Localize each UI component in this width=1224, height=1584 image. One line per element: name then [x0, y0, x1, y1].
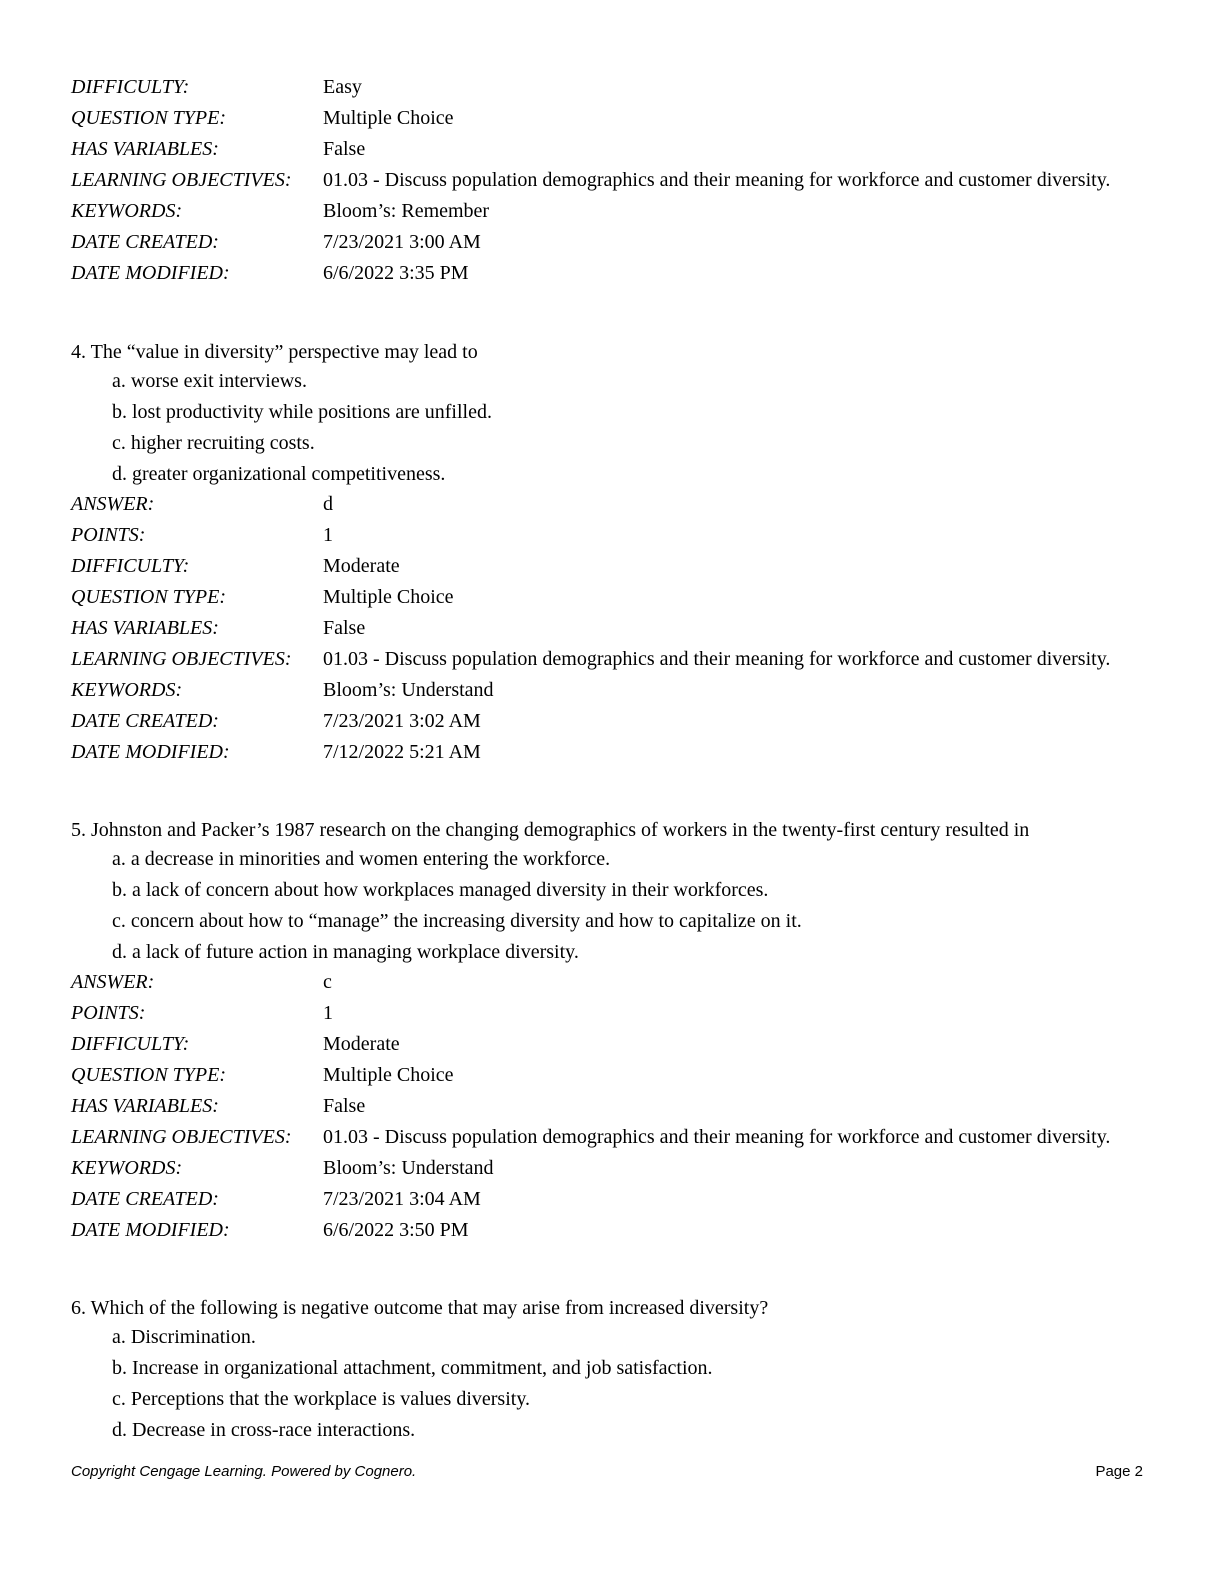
answer-option: a. worse exit interviews.	[112, 370, 307, 392]
date-modified-value: 7/12/2022 5:21 AM	[323, 741, 481, 763]
has-variables-label: HAS VARIABLES:	[71, 1095, 219, 1117]
copyright-text: Copyright Cengage Learning. Powered by Cognero.	[71, 1463, 417, 1480]
q4-date-modified-row	[71, 740, 1131, 764]
learning-objectives-value: 01.03 - Discuss population demographics and their meaning for workforce and customer diversity.	[323, 1126, 1111, 1148]
learning-objectives-label: LEARNING OBJECTIVES:	[71, 1126, 292, 1148]
q5-question-type-row	[71, 1063, 1131, 1087]
keywords-value: Bloom’s: Understand	[323, 679, 494, 701]
points-label: POINTS:	[71, 524, 146, 546]
keywords-value: Bloom’s: Remember	[323, 200, 490, 222]
q3-has-variables-row	[71, 137, 1131, 161]
keywords-label: KEYWORDS:	[71, 1157, 183, 1179]
question-type-value: Multiple Choice	[323, 1064, 454, 1086]
q5-date-created-row	[71, 1187, 1131, 1211]
q4-learning-objectives-row	[71, 647, 1131, 671]
q3-date-created-row	[71, 230, 1131, 254]
answer-option: c. Perceptions that the workplace is values diversity.	[112, 1388, 531, 1410]
question-type-value: Multiple Choice	[323, 586, 454, 608]
difficulty-value: Moderate	[323, 555, 400, 577]
date-created-label: DATE CREATED:	[71, 231, 219, 253]
page-footer	[71, 1460, 1143, 1484]
answer-value: d	[323, 493, 333, 515]
date-created-label: DATE CREATED:	[71, 1188, 219, 1210]
question-type-label: QUESTION TYPE:	[71, 1064, 227, 1086]
difficulty-label: DIFFICULTY:	[71, 555, 190, 577]
date-created-label: DATE CREATED:	[71, 710, 219, 732]
difficulty-label: DIFFICULTY:	[71, 76, 190, 98]
has-variables-value: False	[323, 138, 366, 160]
learning-objectives-value: 01.03 - Discuss population demographics and their meaning for workforce and customer diversity.	[323, 648, 1111, 670]
q5-has-variables-row	[71, 1094, 1131, 1118]
answer-value: c	[323, 971, 332, 993]
difficulty-value: Easy	[323, 76, 362, 98]
learning-objectives-label: LEARNING OBJECTIVES:	[71, 169, 292, 191]
q4-metadata	[71, 492, 1131, 771]
q5-date-modified-row	[71, 1218, 1131, 1242]
keywords-label: KEYWORDS:	[71, 679, 183, 701]
question-5	[71, 818, 1161, 971]
q5-difficulty-row	[71, 1032, 1131, 1056]
answer-option: d. a lack of future action in managing workplace diversity.	[112, 941, 579, 963]
answer-option: c. higher recruiting costs.	[112, 432, 315, 454]
question-4	[71, 340, 1161, 493]
answer-option: d. greater organizational competitiveness.	[112, 463, 446, 485]
date-created-value: 7/23/2021 3:02 AM	[323, 710, 481, 732]
has-variables-label: HAS VARIABLES:	[71, 138, 219, 160]
q5-metadata	[71, 970, 1131, 1249]
q4-difficulty-row	[71, 554, 1131, 578]
q4-question-type-row	[71, 585, 1131, 609]
q4-date-created-row	[71, 709, 1131, 733]
date-modified-label: DATE MODIFIED:	[71, 741, 230, 763]
date-created-value: 7/23/2021 3:04 AM	[323, 1188, 481, 1210]
q5-keywords-row	[71, 1156, 1131, 1180]
question-stem: 4. The “value in diversity” perspective may lead to	[71, 341, 478, 363]
answer-option: a. Discrimination.	[112, 1326, 256, 1348]
date-modified-value: 6/6/2022 3:50 PM	[323, 1219, 469, 1241]
q3-question-type-row	[71, 106, 1131, 130]
has-variables-label: HAS VARIABLES:	[71, 617, 219, 639]
answer-option: b. Increase in organizational attachment, commitment, and job satisfaction.	[112, 1357, 713, 1379]
question-type-value: Multiple Choice	[323, 107, 454, 129]
date-created-value: 7/23/2021 3:00 AM	[323, 231, 481, 253]
difficulty-label: DIFFICULTY:	[71, 1033, 190, 1055]
difficulty-value: Moderate	[323, 1033, 400, 1055]
q3-keywords-row	[71, 199, 1131, 223]
points-value: 1	[323, 524, 333, 546]
q5-answer-row	[71, 970, 1131, 994]
question-type-label: QUESTION TYPE:	[71, 586, 227, 608]
q3-metadata	[71, 75, 1131, 292]
q5-learning-objectives-row	[71, 1125, 1131, 1149]
date-modified-label: DATE MODIFIED:	[71, 1219, 230, 1241]
answer-option: b. a lack of concern about how workplaces managed diversity in their workforces.	[112, 879, 769, 901]
question-stem: 6. Which of the following is negative outcome that may arise from increased diversity?	[71, 1297, 769, 1319]
q4-points-row	[71, 523, 1131, 547]
q5-points-row	[71, 1001, 1131, 1025]
q3-difficulty-row	[71, 75, 1131, 99]
question-stem: 5. Johnston and Packer’s 1987 research on the changing demographics of workers in the twenty-first century resulted in	[71, 819, 1030, 841]
keywords-value: Bloom’s: Understand	[323, 1157, 494, 1179]
has-variables-value: False	[323, 1095, 366, 1117]
q3-date-modified-row	[71, 261, 1131, 285]
page-number: Page 2	[1095, 1463, 1143, 1480]
question-type-label: QUESTION TYPE:	[71, 107, 227, 129]
answer-option: c. concern about how to “manage” the increasing diversity and how to capitalize on it.	[112, 910, 802, 932]
points-value: 1	[323, 1002, 333, 1024]
q4-keywords-row	[71, 678, 1131, 702]
date-modified-label: DATE MODIFIED:	[71, 262, 230, 284]
answer-label: ANSWER:	[71, 971, 155, 993]
keywords-label: KEYWORDS:	[71, 200, 183, 222]
has-variables-value: False	[323, 617, 366, 639]
answer-option: d. Decrease in cross-race interactions.	[112, 1419, 416, 1441]
date-modified-value: 6/6/2022 3:35 PM	[323, 262, 469, 284]
question-6	[71, 1296, 1161, 1449]
answer-option: b. lost productivity while positions are unfilled.	[112, 401, 492, 423]
q4-has-variables-row	[71, 616, 1131, 640]
learning-objectives-value: 01.03 - Discuss population demographics and their meaning for workforce and customer diversity.	[323, 169, 1111, 191]
q4-answer-row	[71, 492, 1131, 516]
points-label: POINTS:	[71, 1002, 146, 1024]
learning-objectives-label: LEARNING OBJECTIVES:	[71, 648, 292, 670]
answer-option: a. a decrease in minorities and women entering the workforce.	[112, 848, 611, 870]
q3-learning-objectives-row	[71, 168, 1131, 192]
answer-label: ANSWER:	[71, 493, 155, 515]
